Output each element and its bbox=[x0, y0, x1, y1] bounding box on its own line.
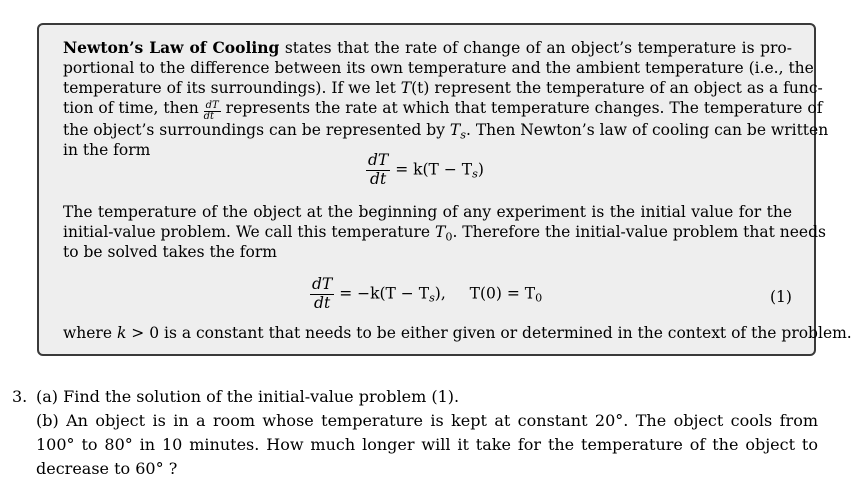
eq2-ic-sub: 0 bbox=[535, 291, 543, 305]
p1-l3-a: temperature of its surroundings). If we let bbox=[63, 79, 396, 97]
p1-l2-text: portional to the difference between its own temperature and the ambient temperature (i.e., the bbox=[63, 59, 814, 77]
problem-b2: 100° to 80° in 10 minutes. How much longer will it take for the temperature of the object to bbox=[36, 435, 818, 454]
p3-b: > 0 is a constant that needs to be either given or determined in the context of the problem. bbox=[131, 324, 852, 342]
p2-l3: to be solved takes the form bbox=[63, 243, 277, 261]
p1-line-2 bbox=[63, 58, 814, 78]
eq1-sub: s bbox=[472, 167, 478, 181]
eq1-num: dT bbox=[368, 151, 389, 169]
eq1-den: dt bbox=[370, 169, 387, 188]
equation-number: (1) bbox=[770, 288, 792, 306]
equation-cooling-law bbox=[366, 152, 484, 189]
p1-l4-a: tion of time, then bbox=[63, 99, 199, 117]
Ts-base: T bbox=[449, 121, 461, 139]
p3-line bbox=[63, 323, 852, 343]
p1-l1-rest: states that the rate of change of an object’s temperature is pro- bbox=[284, 39, 792, 57]
T0-base: T bbox=[434, 223, 446, 241]
k-symbol: k bbox=[116, 324, 127, 342]
p2-line-1 bbox=[63, 202, 792, 222]
T0-sub: 0 bbox=[445, 230, 453, 244]
p2-l2-b: . Therefore the initial-value problem that needs bbox=[452, 223, 826, 241]
p2-l2-a: initial-value problem. We call this temperature bbox=[63, 223, 431, 241]
equation-ivp bbox=[310, 276, 542, 313]
eq2-den: dt bbox=[314, 293, 331, 312]
p1-line-1 bbox=[63, 38, 792, 58]
inline-num: dT bbox=[205, 100, 219, 111]
problem-b1: (b) An object is in a room whose temperature is kept at constant 20°. The object cools from bbox=[36, 411, 818, 430]
eq1-rhs-b: ) bbox=[477, 160, 484, 179]
problem-part-b-line-1 bbox=[36, 411, 818, 431]
p2-line-2 bbox=[63, 222, 826, 244]
p3-a: where bbox=[63, 324, 113, 342]
problem-part-b-line-2 bbox=[36, 435, 818, 455]
p1-l5-b: . Then Newton’s law of cooling can be written bbox=[465, 121, 829, 139]
p2-l1: The temperature of the object at the beginning of any experiment is the initial value for the bbox=[63, 203, 792, 221]
Ts-sub: s bbox=[460, 128, 466, 142]
eq2-rhs-b: ), bbox=[434, 284, 446, 303]
p1-line-4 bbox=[63, 98, 823, 122]
problem-number: 3. bbox=[12, 387, 28, 406]
eq2-sub: s bbox=[429, 291, 435, 305]
heading: Newton’s Law of Cooling bbox=[63, 38, 280, 57]
inline-derivative bbox=[204, 101, 221, 122]
inline-den: dt bbox=[203, 111, 215, 122]
problem-part-b-line-3: decrease to 60° ? bbox=[36, 459, 178, 478]
eq2-num: dT bbox=[312, 275, 333, 293]
p1-l6: in the form bbox=[63, 141, 151, 159]
problem-part-a: (a) Find the solution of the initial-value problem (1). bbox=[36, 387, 460, 406]
p1-line-6 bbox=[63, 140, 150, 160]
T-symbol: T bbox=[400, 79, 412, 97]
eq2-rhs-a: = −k(T − T bbox=[339, 284, 430, 303]
p1-line-5 bbox=[63, 120, 829, 142]
p1-l5-a: the object’s surroundings can be represented by bbox=[63, 121, 445, 139]
eq2-fraction bbox=[310, 276, 334, 313]
p1-l4-b: represents the rate at which that temperature changes. The temperature of bbox=[225, 99, 823, 117]
p2-line-3 bbox=[63, 242, 277, 262]
t-arg: (t) bbox=[411, 79, 430, 97]
eq1-rhs-a: = k(T − T bbox=[395, 160, 473, 179]
eq1-fraction bbox=[366, 152, 390, 189]
p1-line-3 bbox=[63, 78, 823, 98]
p1-l3-b: represent the temperature of an object as a func- bbox=[434, 79, 823, 97]
eq2-initial-condition: T(0) = T bbox=[469, 284, 536, 303]
